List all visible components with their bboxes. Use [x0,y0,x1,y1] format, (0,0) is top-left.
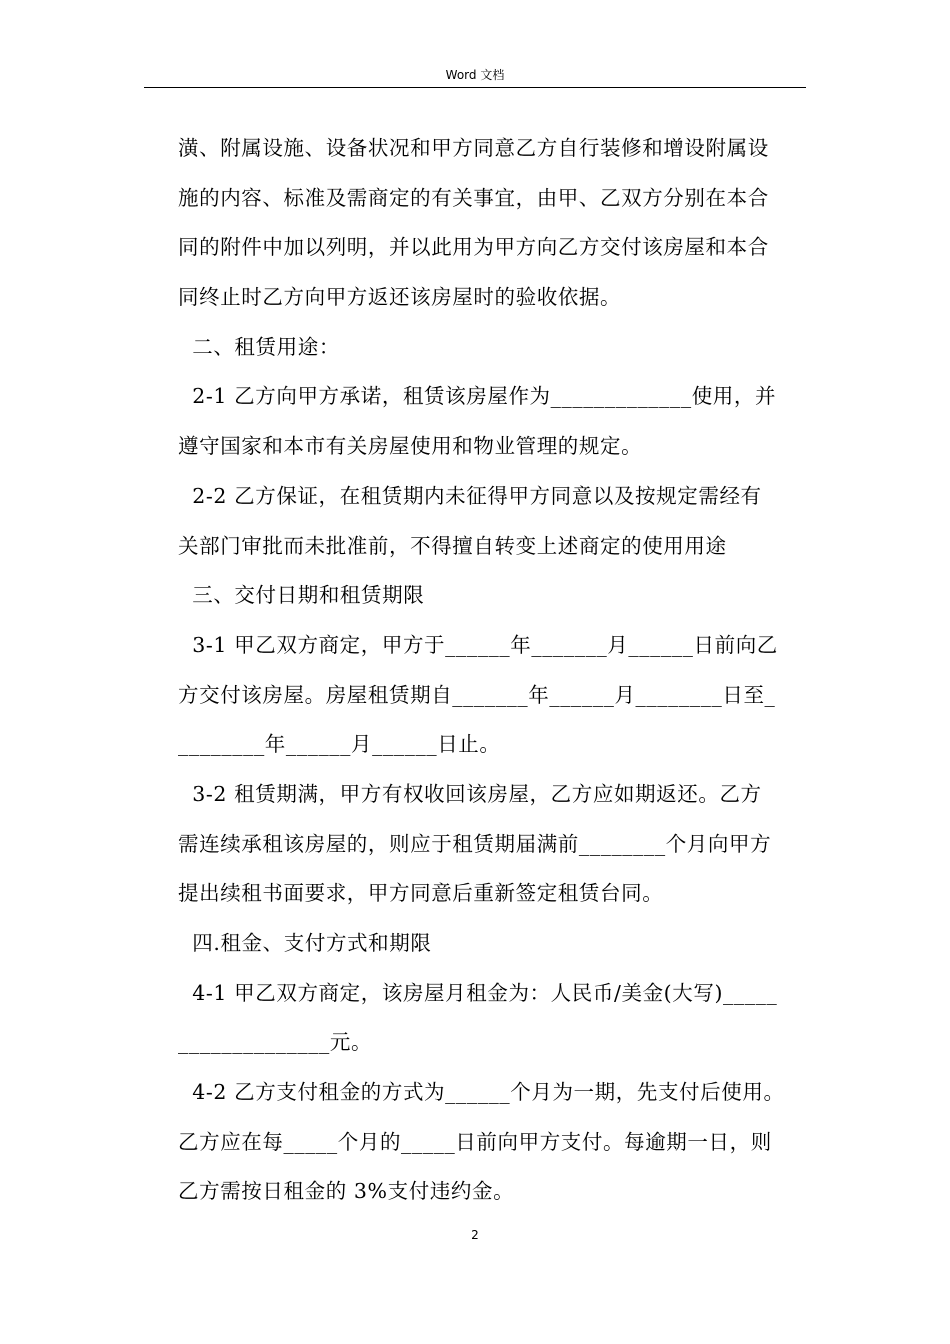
section-heading: 四.租金、支付方式和期限 [178,931,432,955]
body-line: ________年______月______日止。 [178,732,501,757]
body-line: ______________元。 [178,1030,373,1055]
body-line: 4-1 甲乙双方商定，该房屋月租金为：人民币/美金(大写)_____ [178,980,778,1005]
body-line: 需连续承租该房屋的，则应于租赁期届满前________个月向甲方 [178,831,772,856]
body-line: 乙方需按日租金的 3%支付违约金。 [178,1179,515,1204]
body-line: 4-2 乙方支付租金的方式为______个月为一期，先支付后使用。 [178,1080,785,1105]
body-line: 遵守国家和本市有关房屋使用和物业管理的规定。 [178,434,643,459]
body-line: 方交付该房屋。房屋租赁期自_______年______月________日至_ [178,682,776,707]
body-line: 同终止时乙方向甲方返还该房屋时的验收依据。 [178,285,622,310]
body-line: 3-2 租赁期满，甲方有权收回该房屋，乙方应如期返还。乙方 [178,781,762,806]
body-line: 关部门审批而未批准前，不得擅自转变上述商定的使用用途 [178,533,727,558]
body-line: 潢、附属设施、设备状况和甲方同意乙方自行装修和增设附属设 [178,136,769,160]
body-line: 同的附件中加以列明，并以此用为甲方向乙方交付该房屋和本合 [178,235,769,260]
body-line: 乙方应在每_____个月的_____日前向甲方支付。每逾期一日，则 [178,1129,772,1154]
document-body [178,124,808,1217]
body-line: 3-1 甲乙双方商定，甲方于______年_______月______日前向乙 [178,632,778,657]
page-number: 2 [471,1228,479,1242]
body-line: 2-1 乙方向甲方承诺，租赁该房屋作为_____________使用，并 [178,384,777,409]
section-heading: 二、租赁用途： [178,334,340,359]
section-heading: 三、交付日期和租赁期限 [178,583,425,608]
page-header: Word 文档 [445,68,505,82]
header-divider [144,87,806,88]
body-line: 提出续租书面要求，甲方同意后重新签定租赁台同。 [178,881,664,906]
body-line: 施的内容、标准及需商定的有关事宜，由甲、乙双方分别在本合 [178,185,769,210]
body-line: 2-2 乙方保证，在租赁期内未征得甲方同意以及按规定需经有 [178,483,762,508]
